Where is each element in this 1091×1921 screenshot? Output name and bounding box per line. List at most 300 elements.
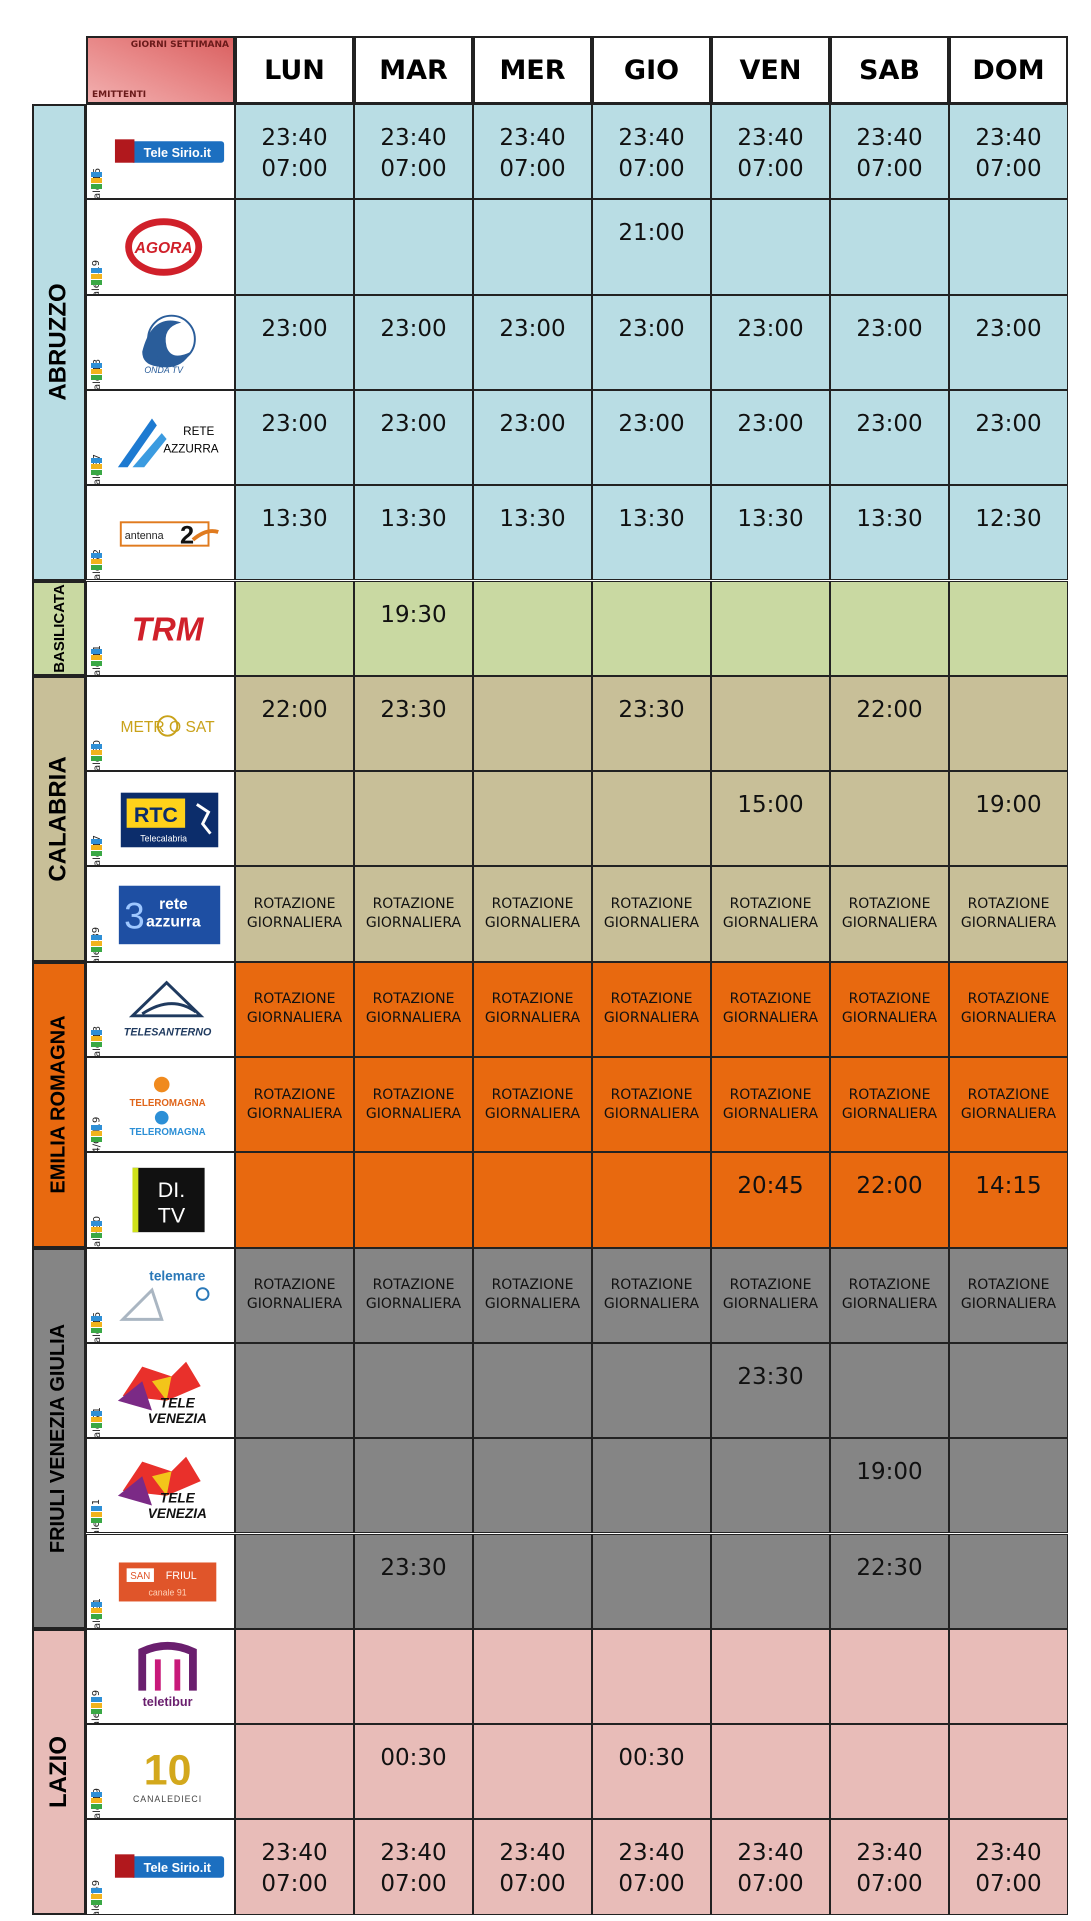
rotation-text: ROTAZIONE: [491, 1086, 574, 1103]
schedule-cell: [235, 295, 354, 390]
station-logo-cell: [86, 676, 235, 771]
digitale-terrestre-icon: [91, 839, 102, 859]
svg-text:azzurra: azzurra: [146, 913, 201, 931]
schedule-cell: [592, 1819, 711, 1914]
schedule-cell: [949, 1534, 1068, 1629]
airtime: 19:00: [975, 792, 1042, 819]
rotation-text: ROTAZIONE: [372, 1277, 455, 1294]
rotation-text: ROTAZIONE: [610, 991, 693, 1008]
rotation-text: ROTAZIONE: [967, 1277, 1050, 1294]
svg-text:AZZURRA: AZZURRA: [163, 442, 219, 456]
metrosat-logo: [113, 685, 228, 762]
svg-text:AGORA: AGORA: [134, 239, 193, 257]
station-logo-cell: [86, 1343, 235, 1438]
station-logo-cell: [86, 199, 235, 294]
airtime: 23:40: [618, 125, 685, 151]
svg-text:SAN: SAN: [130, 1571, 151, 1583]
rotation-text: GIORNALIERA: [365, 1105, 462, 1122]
schedule-cell: [592, 1343, 711, 1438]
airtime: 12:30: [975, 506, 1042, 533]
airtime: 13:30: [380, 506, 447, 533]
schedule-cell: [354, 485, 473, 580]
schedule-cell: [473, 1819, 592, 1914]
airtime: 23:40: [380, 1840, 447, 1867]
televenezia-logo: [113, 1352, 228, 1429]
svg-text:2: 2: [180, 521, 195, 550]
rotation-text: GIORNALIERA: [365, 915, 462, 932]
airtime: 23:40: [975, 1840, 1042, 1867]
svg-text:CANALEDIECI: CANALEDIECI: [132, 1793, 203, 1804]
rotation-text: ROTAZIONE: [372, 991, 455, 1008]
airtime: 07:00: [737, 1871, 804, 1898]
schedule-cell: [235, 1057, 354, 1152]
rotation-text: ROTAZIONE: [491, 1277, 574, 1294]
airtime: 23:30: [618, 696, 685, 723]
airtime: 22:00: [856, 696, 923, 723]
rotation-text: ROTAZIONE: [848, 1277, 931, 1294]
schedule-cell: [354, 962, 473, 1057]
schedule-cell: [473, 1724, 592, 1819]
digitale-terrestre-icon: [91, 172, 102, 192]
rotation-text: GIORNALIERA: [484, 1010, 581, 1027]
schedule-cell: [354, 104, 473, 199]
schedule-cell: [949, 771, 1068, 866]
schedule-cell: [592, 866, 711, 961]
airtime: 07:00: [618, 1871, 685, 1898]
schedule-cell: [949, 866, 1068, 961]
airtime: 23:00: [856, 315, 923, 342]
rotation-text: ROTAZIONE: [253, 991, 336, 1008]
svg-text:TRM: TRM: [131, 611, 204, 649]
rotation-text: GIORNALIERA: [603, 915, 700, 932]
schedule-cell: [235, 390, 354, 485]
rotation-text: GIORNALIERA: [722, 1296, 819, 1313]
airtime: 21:00: [618, 220, 685, 247]
rotation-text: GIORNALIERA: [365, 1296, 462, 1313]
station-logo-cell: [86, 1724, 235, 1819]
rotation-text: GIORNALIERA: [603, 1105, 700, 1122]
schedule-cell: [949, 390, 1068, 485]
svg-text:METR O SAT: METR O SAT: [120, 719, 215, 737]
airtime: 00:30: [618, 1745, 685, 1772]
day-header-sab: SAB: [830, 36, 949, 104]
schedule-cell: [592, 962, 711, 1057]
schedule-cell: [711, 771, 830, 866]
svg-text:Tele Sirio.it: Tele Sirio.it: [143, 145, 211, 160]
schedule-cell: [354, 199, 473, 294]
airtime: 07:00: [856, 1871, 923, 1898]
airtime: 23:00: [618, 315, 685, 342]
schedule-cell: [235, 1248, 354, 1343]
svg-text:RTC: RTC: [133, 802, 178, 827]
digitale-terrestre-icon: [91, 553, 102, 573]
airtime: 14:15: [975, 1173, 1042, 1200]
digitale-terrestre-icon: [91, 935, 102, 955]
schedule-cell: [592, 676, 711, 771]
airtime: 15:00: [737, 792, 804, 819]
rotation-text: ROTAZIONE: [372, 896, 455, 913]
schedule-cell: [949, 295, 1068, 390]
schedule-cell: [235, 1152, 354, 1247]
tv-agora-logo: [113, 208, 228, 285]
teletibur-logo: [113, 1638, 228, 1715]
digitale-terrestre-icon: [91, 1221, 102, 1241]
digitale-terrestre-icon: [91, 1411, 102, 1431]
rotation-text: ROTAZIONE: [253, 1086, 336, 1103]
schedule-cell: [711, 1343, 830, 1438]
digitale-terrestre-icon: [91, 1030, 102, 1050]
station-logo-cell: [86, 1057, 235, 1152]
station-logo-cell: [86, 1629, 235, 1724]
airtime: 22:30: [856, 1554, 923, 1581]
svg-text:VENEZIA: VENEZIA: [147, 1410, 207, 1426]
schedule-cell: [592, 199, 711, 294]
svg-text:rete: rete: [159, 896, 188, 914]
svg-text:FRIUL: FRIUL: [165, 1570, 197, 1583]
station-logo-cell: [86, 485, 235, 580]
schedule-cell: [711, 1819, 830, 1914]
schedule-cell: [592, 295, 711, 390]
telesirio-logo: [113, 1828, 228, 1905]
header-corner: [86, 36, 235, 104]
airtime: 23:40: [261, 1840, 328, 1867]
schedule-cell: [711, 1629, 830, 1724]
schedule-cell: [949, 485, 1068, 580]
schedule-cell: [949, 676, 1068, 771]
telesanterno-logo: [113, 971, 228, 1048]
schedule-cell: [235, 1534, 354, 1629]
airtime: 23:00: [261, 315, 328, 342]
digitale-terrestre-icon: [91, 1792, 102, 1812]
station-logo-cell: [86, 1248, 235, 1343]
airtime: 19:00: [856, 1459, 923, 1486]
di-tv-logo: [113, 1161, 228, 1238]
schedule-cell: [235, 1724, 354, 1819]
schedule-cell: [711, 866, 830, 961]
airtime: 23:40: [499, 1840, 566, 1867]
airtime: 23:30: [380, 696, 447, 723]
digitale-terrestre-icon: [91, 744, 102, 764]
schedule-cell: [711, 1534, 830, 1629]
rotation-text: GIORNALIERA: [960, 1296, 1057, 1313]
rotation-text: GIORNALIERA: [960, 1105, 1057, 1122]
rotation-text: GIORNALIERA: [246, 915, 343, 932]
rotation-text: GIORNALIERA: [246, 1010, 343, 1027]
region-calabria: [32, 676, 86, 962]
svg-text:canale 91: canale 91: [148, 1587, 187, 1598]
corner-days-label: GIORNI SETTIMANA: [130, 40, 229, 50]
schedule-cell: [473, 390, 592, 485]
rotation-text: ROTAZIONE: [967, 896, 1050, 913]
schedule-cell: [830, 1152, 949, 1247]
airtime: 23:40: [737, 1840, 804, 1867]
airtime: 07:00: [261, 1871, 328, 1898]
rotation-text: GIORNALIERA: [603, 1296, 700, 1313]
svg-text:RETE: RETE: [183, 424, 215, 438]
airtime: 07:00: [975, 156, 1042, 182]
airtime: 23:40: [975, 125, 1042, 151]
region-label: BASILICATA: [50, 583, 68, 673]
airtime: 07:00: [737, 156, 804, 182]
schedule-cell: [354, 1534, 473, 1629]
station-logo-cell: [86, 390, 235, 485]
airtime: 23:00: [856, 410, 923, 437]
rotation-text: GIORNALIERA: [841, 1105, 938, 1122]
schedule-cell: [354, 1819, 473, 1914]
airtime: 07:00: [618, 156, 685, 182]
schedule-cell: [711, 676, 830, 771]
station-logo-cell: [86, 104, 235, 199]
schedule-cell: [711, 485, 830, 580]
schedule-cell: [830, 676, 949, 771]
rete-azzurra-logo: [113, 399, 228, 476]
schedule-cell: [354, 1057, 473, 1152]
digitale-terrestre-icon: [91, 1316, 102, 1336]
schedule-cell: [473, 581, 592, 676]
schedule-cell: [592, 771, 711, 866]
schedule-cell: [830, 104, 949, 199]
station-logo-cell: [86, 1534, 235, 1629]
svg-text:DI.: DI.: [157, 1178, 186, 1203]
schedule-cell: [830, 1629, 949, 1724]
schedule-cell: [711, 295, 830, 390]
digitale-terrestre-icon: [91, 1125, 102, 1145]
schedule-cell: [354, 771, 473, 866]
rotation-text: GIORNALIERA: [841, 915, 938, 932]
rotation-text: GIORNALIERA: [960, 915, 1057, 932]
region-label: FRIULI VENEZIA GIULIA: [47, 1323, 70, 1553]
region-label: EMILIA ROMAGNA: [47, 1015, 70, 1194]
day-header-mer: MER: [473, 36, 592, 104]
schedule-cell: [711, 1724, 830, 1819]
schedule-cell: [235, 866, 354, 961]
rotation-text: ROTAZIONE: [729, 896, 812, 913]
svg-text:TELE: TELE: [159, 1395, 195, 1411]
schedule-cell: [473, 1343, 592, 1438]
schedule-cell: [830, 1057, 949, 1152]
schedule-cell: [830, 866, 949, 961]
svg-text:TELEROMAGNA: TELEROMAGNA: [129, 1126, 206, 1138]
region-emilia-romagna: [32, 962, 86, 1248]
day-header-gio: GIO: [592, 36, 711, 104]
station-logo-cell: [86, 771, 235, 866]
schedule-cell: [711, 1152, 830, 1247]
schedule-cell: [354, 1724, 473, 1819]
svg-text:TELEROMAGNA: TELEROMAGNA: [129, 1097, 206, 1109]
digitale-terrestre-icon: [91, 1888, 102, 1908]
day-header-mar: MAR: [354, 36, 473, 104]
rotation-text: ROTAZIONE: [729, 1277, 812, 1294]
schedule-cell: [830, 771, 949, 866]
airtime: 07:00: [975, 1871, 1042, 1898]
schedule-cell: [473, 866, 592, 961]
schedule-cell: [473, 1438, 592, 1533]
region-lazio: [32, 1629, 86, 1915]
airtime: 23:00: [380, 315, 447, 342]
schedule-cell: [592, 485, 711, 580]
schedule-cell: [830, 295, 949, 390]
schedule-cell: [711, 1438, 830, 1533]
schedule-cell: [949, 962, 1068, 1057]
telesirio-logo: [113, 113, 228, 190]
schedule-cell: [830, 1819, 949, 1914]
schedule-cell: [592, 1248, 711, 1343]
svg-text:TELESANTERNO: TELESANTERNO: [123, 1026, 212, 1039]
schedule-cell: [354, 1438, 473, 1533]
schedule-cell: [354, 676, 473, 771]
rotation-text: GIORNALIERA: [722, 1105, 819, 1122]
schedule-cell: [949, 104, 1068, 199]
svg-text:3: 3: [124, 894, 145, 937]
schedule-cell: [473, 104, 592, 199]
schedule-cell: [473, 1534, 592, 1629]
airtime: 23:00: [737, 410, 804, 437]
svg-text:telemare: telemare: [149, 1268, 206, 1284]
airtime: 22:00: [261, 696, 328, 723]
schedule-cell: [711, 199, 830, 294]
airtime: 23:40: [380, 125, 447, 151]
schedule-cell: [830, 1534, 949, 1629]
onda-tv-logo: [113, 304, 228, 381]
corner-stations-label: EMITTENTI: [92, 90, 147, 100]
airtime: 20:45: [737, 1173, 804, 1200]
schedule-cell: [711, 104, 830, 199]
rotation-text: GIORNALIERA: [484, 915, 581, 932]
airtime: 13:30: [618, 506, 685, 533]
schedule-cell: [473, 1057, 592, 1152]
digitale-terrestre-icon: [91, 363, 102, 383]
digitale-terrestre-icon: [91, 1506, 102, 1526]
airtime: 23:40: [856, 1840, 923, 1867]
schedule-cell: [830, 581, 949, 676]
airtime: 23:40: [618, 1840, 685, 1867]
rotation-text: GIORNALIERA: [484, 1105, 581, 1122]
schedule-cell: [354, 390, 473, 485]
schedule-cell: [473, 1152, 592, 1247]
svg-text:Tele Sirio.it: Tele Sirio.it: [143, 1860, 211, 1875]
svg-text:TELE: TELE: [159, 1490, 195, 1506]
schedule-cell: [592, 104, 711, 199]
rotation-text: ROTAZIONE: [729, 1086, 812, 1103]
telemare-logo: [113, 1257, 228, 1334]
airtime: 23:40: [261, 125, 328, 151]
airtime: 07:00: [380, 1871, 447, 1898]
rotation-text: GIORNALIERA: [603, 1010, 700, 1027]
rotation-text: ROTAZIONE: [610, 896, 693, 913]
rotation-text: ROTAZIONE: [372, 1086, 455, 1103]
svg-text:antenna: antenna: [124, 529, 164, 542]
antenna2-logo: [113, 494, 228, 571]
region-basilicata: [32, 581, 86, 676]
rotation-text: GIORNALIERA: [841, 1296, 938, 1313]
day-header-dom: DOM: [949, 36, 1068, 104]
region-label: LAZIO: [45, 1735, 72, 1808]
rete-azzurra-blue-logo: [113, 875, 228, 952]
airtime: 23:40: [856, 125, 923, 151]
schedule-cell: [949, 1629, 1068, 1724]
airtime: 00:30: [380, 1745, 447, 1772]
region-label: CALABRIA: [45, 756, 73, 882]
schedule-cell: [354, 1343, 473, 1438]
rotation-text: GIORNALIERA: [484, 1296, 581, 1313]
airtime: 23:00: [737, 315, 804, 342]
airtime: 07:00: [499, 156, 566, 182]
schedule-cell: [592, 1438, 711, 1533]
schedule-cell: [473, 676, 592, 771]
svg-text:Telecalabria: Telecalabria: [140, 833, 188, 844]
schedule-cell: [592, 1057, 711, 1152]
sanfriul-logo: [113, 1543, 228, 1620]
airtime: 19:30: [380, 601, 447, 628]
svg-text:ONDA TV: ONDA TV: [144, 365, 183, 376]
airtime: 07:00: [856, 156, 923, 182]
schedule-cell: [354, 1629, 473, 1724]
airtime: 23:00: [618, 410, 685, 437]
digitale-terrestre-icon: [91, 649, 102, 669]
schedule-cell: [830, 390, 949, 485]
televenezia-logo: [113, 1447, 228, 1524]
rotation-text: ROTAZIONE: [253, 1277, 336, 1294]
schedule-cell: [830, 962, 949, 1057]
rotation-text: ROTAZIONE: [848, 991, 931, 1008]
schedule-cell: [949, 1057, 1068, 1152]
rotation-text: GIORNALIERA: [841, 1010, 938, 1027]
airtime: 23:40: [499, 125, 566, 151]
schedule-cell: [592, 1724, 711, 1819]
schedule-cell: [354, 581, 473, 676]
schedule-cell: [711, 962, 830, 1057]
station-logo-cell: [86, 1438, 235, 1533]
schedule-cell: [830, 1343, 949, 1438]
rotation-text: ROTAZIONE: [848, 896, 931, 913]
schedule-cell: [830, 199, 949, 294]
airtime: 23:00: [380, 410, 447, 437]
schedule-cell: [235, 581, 354, 676]
schedule-cell: [235, 676, 354, 771]
airtime: 23:30: [737, 1363, 804, 1390]
schedule-cell: [830, 1248, 949, 1343]
rotation-text: ROTAZIONE: [610, 1086, 693, 1103]
digitale-terrestre-icon: [91, 458, 102, 478]
schedule-cell: [473, 485, 592, 580]
svg-text:VENEZIA: VENEZIA: [147, 1505, 207, 1521]
airtime: 23:00: [975, 315, 1042, 342]
rotation-text: GIORNALIERA: [722, 915, 819, 932]
rotation-text: ROTAZIONE: [967, 991, 1050, 1008]
rotation-text: GIORNALIERA: [722, 1010, 819, 1027]
rotation-text: ROTAZIONE: [729, 991, 812, 1008]
station-logo-cell: [86, 866, 235, 961]
schedule-cell: [830, 485, 949, 580]
schedule-cell: [830, 1724, 949, 1819]
trm-logo: [113, 590, 228, 667]
region-friuli-venezia-giulia: [32, 1248, 86, 1629]
schedule-cell: [235, 1819, 354, 1914]
schedule-cell: [235, 485, 354, 580]
rotation-text: ROTAZIONE: [848, 1086, 931, 1103]
schedule-cell: [949, 1248, 1068, 1343]
region-label: ABRUZZO: [45, 283, 73, 401]
schedule-cell: [949, 581, 1068, 676]
schedule-cell: [592, 390, 711, 485]
station-logo-cell: [86, 962, 235, 1057]
airtime: 13:30: [499, 506, 566, 533]
schedule-cell: [830, 1438, 949, 1533]
station-logo-cell: [86, 581, 235, 676]
airtime: 23:00: [499, 410, 566, 437]
svg-text:teletibur: teletibur: [142, 1695, 193, 1710]
schedule-cell: [711, 581, 830, 676]
